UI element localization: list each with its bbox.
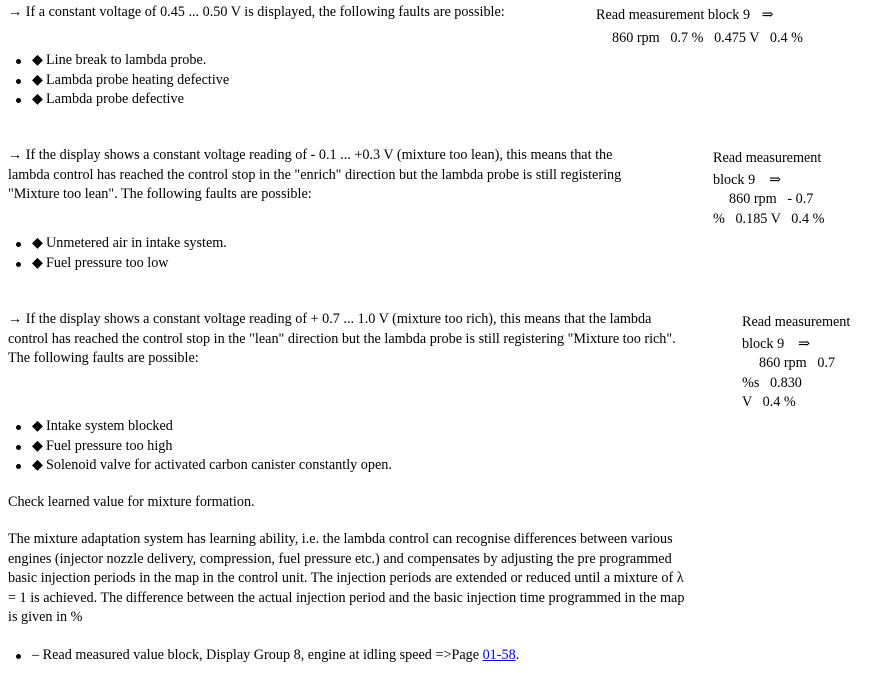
diamond-icon: ◆ [32, 71, 43, 88]
diamond-icon: ◆ [32, 418, 43, 434]
check-heading: Check learned value for mixture formation. [8, 494, 255, 510]
list-item: ◆ Fuel pressure too high [32, 437, 392, 457]
page-link[interactable]: 01-58 [482, 647, 516, 663]
double-arrow-icon: ⇒ [769, 171, 782, 188]
adaptation-paragraph: The mixture adaptation system has learning ability, i.e. the lambda control can recognise differences between various engines (injector nozzle delivery, compression, fuel pressure etc.) and compensates by adjusting the pre programmed basic injection periods in the map in the control unit. The injection periods are extended or reduced until a mixture of λ = 1 is achieved. The difference between the actual injection period and the basic injection time programmed in the map is given in % [8, 531, 685, 625]
list-item: ◆ Intake system blocked [32, 417, 392, 437]
arrow-right-icon: → [8, 4, 23, 20]
list-item: – Read measured value block, Display Group 8, engine at idling speed =>Page 01-58. [32, 646, 519, 666]
section3-text: → If the display shows a constant voltage reading of + 0.7 ... 1.0 V (mixture too rich), this means that the lambda control has reached the control stop in the "lean" direction but the lambda probe is still registering "Mixture too rich". The following faults are possible: [8, 311, 676, 366]
arrow-right-icon: → [8, 147, 23, 163]
final-step-list [8, 646, 519, 666]
section2-text: → If the display shows a constant voltage reading of - 0.1 ... +0.3 V (mixture too lean), this means that the lambda control has reached the control stop in the "enrich" direction but the lambda probe is still registering "Mixture too lean". The following faults are possible: [8, 147, 622, 202]
section1-measurement-block: Read measurement block 9 ⇒ [596, 7, 774, 23]
diamond-icon: ◆ [32, 52, 43, 68]
list-item: ◆ Fuel pressure too low [32, 254, 227, 274]
arrow-right-icon: → [8, 311, 23, 327]
list-item: ◆ Unmetered air in intake system. [32, 234, 227, 254]
section1-fault-list [8, 51, 229, 110]
diamond-icon: ◆ [32, 437, 43, 454]
diamond-icon: ◆ [32, 235, 43, 251]
section1-text: → If a constant voltage of 0.45 ... 0.50 V is displayed, the following faults are possible: [8, 4, 505, 20]
section3-fault-list [8, 417, 392, 476]
list-item: ◆ Lambda probe heating defective [32, 71, 229, 91]
list-item: ◆ Line break to lambda probe. [32, 51, 229, 71]
section1-measurement-values: 860 rpm 0.7 % 0.475 V 0.4 % [612, 30, 804, 46]
double-arrow-icon: ⇒ [798, 335, 811, 352]
dash-icon: – [32, 647, 40, 663]
diamond-icon: ◆ [32, 254, 43, 271]
list-item: ◆ Lambda probe defective [32, 90, 229, 110]
diamond-icon: ◆ [32, 457, 43, 473]
diamond-icon: ◆ [32, 91, 43, 107]
section2-measurement-block: Read measurement block 9 ⇒ 860 rpm - 0.7 % 0.185 V 0.4 % [713, 150, 825, 227]
section3-measurement-block: Read measurement block 9 ⇒ 860 rpm 0.7 %s 0.830 V 0.4 % [742, 314, 851, 410]
double-arrow-icon: ⇒ [761, 7, 774, 23]
section2-fault-list [8, 234, 227, 273]
list-item: ◆ Solenoid valve for activated carbon canister constantly open. [32, 456, 392, 476]
